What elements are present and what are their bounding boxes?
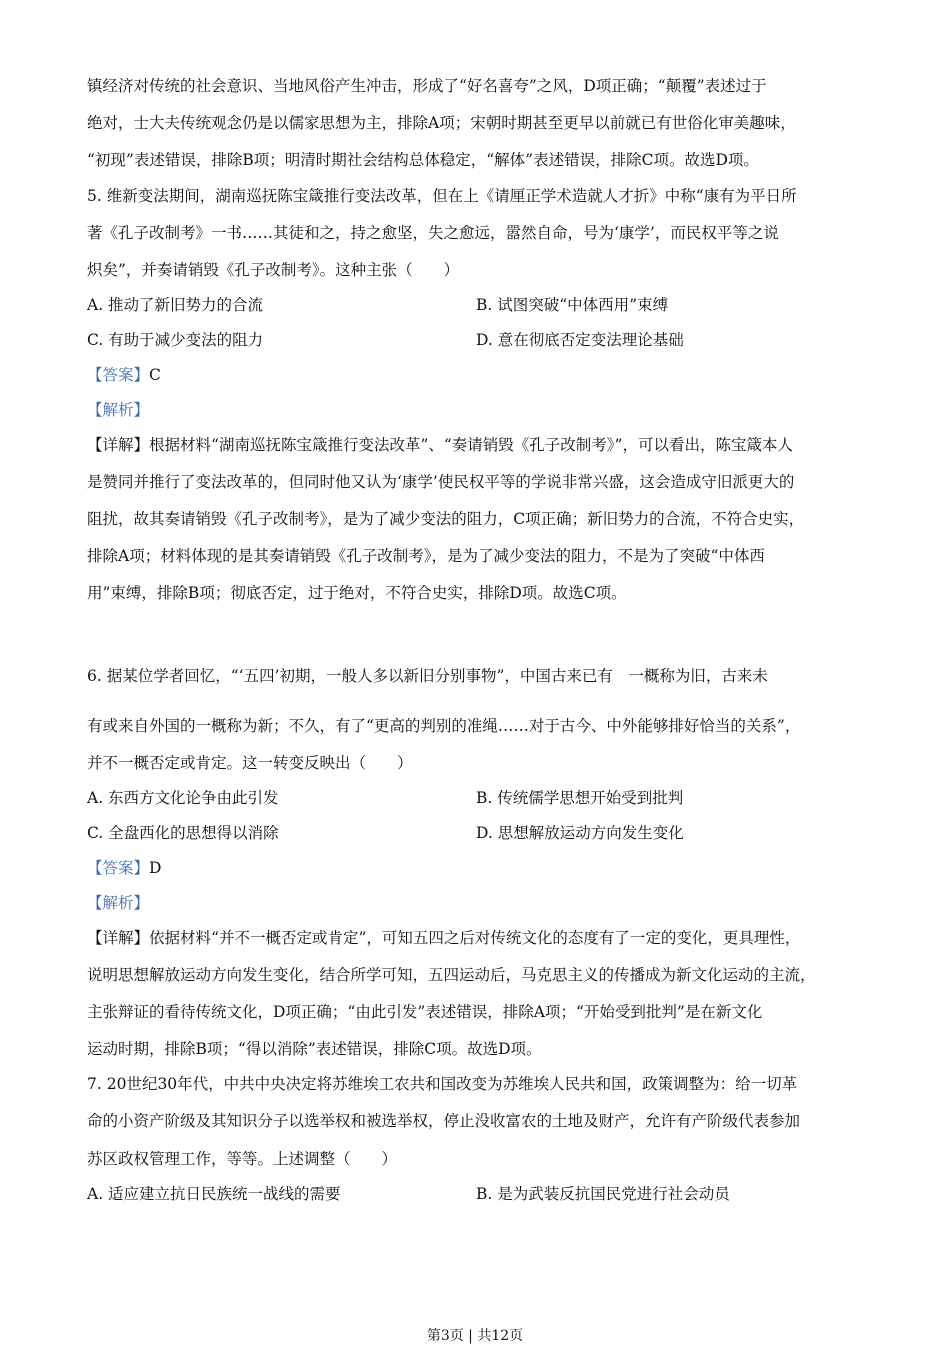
option-a: A. 推动了新旧势力的合流 bbox=[87, 296, 264, 314]
analysis-label: 【解析】 bbox=[87, 894, 150, 912]
option-b: B. 试图突破“中体西用”束缚 bbox=[476, 296, 669, 314]
option-b: B. 是为武装反抗国民党进行社会动员 bbox=[476, 1185, 730, 1203]
answer-line bbox=[87, 365, 161, 385]
question-stem: 5. 维新变法期间，湖南巡抚陈宝箴推行变法改革，但在上《请厘正学术造就人才折》中称“康有为平日所 bbox=[87, 187, 797, 205]
detail-line bbox=[87, 435, 793, 455]
detail-label: 【详解】 bbox=[87, 436, 150, 454]
text-line: 绝对，士大夫传统观念仍是以儒家思想为主，排除A项；宋朝时期甚至更早以前就已有世俗化审美趣味， bbox=[87, 114, 796, 132]
question-stem: 6. 据某位学者回忆，“‘五四’初期，一般人多以新旧分别事物”，中国古来已有 一概称为旧，古来未 bbox=[87, 667, 768, 685]
question-stem: 命的小资产阶级及其知识分子以选举权和被选举权，停止没收富农的土地及财产，允许有产阶级代表参加 bbox=[87, 1112, 801, 1130]
answer-label: 【答案】 bbox=[87, 859, 150, 877]
text-line: “初现”表述错误，排除B项；明清时期社会结构总体稳定，“解体”表述错误，排除C项。故选D项。 bbox=[87, 151, 759, 169]
question-stem: 并不一概否定或肯定。这一转变反映出（ ） bbox=[87, 754, 413, 772]
answer-value: D bbox=[149, 859, 162, 877]
detail-text: 用”束缚，排除B项；彻底否定，过于绝对，不符合史实，排除D项。故选C项。 bbox=[87, 584, 627, 602]
question-stem: 炽矣”，并奏请销毁《孔子改制考》。这种主张（ ） bbox=[87, 261, 460, 279]
detail-text: 说明思想解放运动方向发生变化，结合所学可知，五四运动后，马克思主义的传播成为新文化运动的主流， bbox=[87, 966, 816, 984]
detail-text: 排除A项；材料体现的是其奏请销毁《孔子改制考》，是为了减少变法的阻力，不是为了突破“中体西 bbox=[87, 547, 765, 565]
detail-text: 阻扰，故其奏请销毁《孔子改制考》，是为了减少变法的阻力，C项正确；新旧势力的合流，不符合史实， bbox=[87, 510, 805, 528]
question-stem: 著《孔子改制考》一书……其徒和之，持之愈坚，失之愈远，嚣然自命，号为‘康学’，而民权平等之说 bbox=[87, 224, 779, 242]
option-b: B. 传统儒学思想开始受到批判 bbox=[476, 789, 684, 807]
question-stem: 7. 20世纪30年代，中共中央决定将苏维埃工农共和国改变为苏维埃人民共和国，政策调整为：给一切革 bbox=[87, 1075, 798, 1093]
analysis-label: 【解析】 bbox=[87, 401, 150, 419]
question-stem: 有或来自外国的一概称为新；不久，有了“更高的判别的准绳……对于古今、中外能够排好恰当的关系”， bbox=[87, 717, 801, 735]
option-a: A. 东西方文化论争由此引发 bbox=[87, 789, 279, 807]
option-d: D. 思想解放运动方向发生变化 bbox=[476, 824, 684, 842]
text-line: 镇经济对传统的社会意识、当地风俗产生冲击，形成了“好名喜夸”之风，D项正确；“颠覆”表述过于 bbox=[87, 77, 767, 95]
option-c: C. 有助于减少变法的阻力 bbox=[87, 331, 264, 349]
detail-line bbox=[87, 928, 800, 948]
answer-label: 【答案】 bbox=[87, 366, 150, 384]
detail-text: 运动时期，排除B项；“得以消除”表述错误，排除C项。故选D项。 bbox=[87, 1040, 542, 1058]
detail-text: 依据材料“并不一概否定或肯定”，可知五四之后对传统文化的态度有了一定的变化，更具理性， bbox=[149, 929, 801, 947]
page-footer: 第3页 | 共12页 bbox=[426, 1328, 524, 1344]
option-c: C. 全盘西化的思想得以消除 bbox=[87, 824, 279, 842]
detail-text: 是赞同并推行了变法改革的，但同时他又认为‘康学’使民权平等的学说非常兴盛，这会造成守旧派更大的 bbox=[87, 473, 795, 491]
answer-value: C bbox=[149, 366, 161, 384]
option-a: A. 适应建立抗日民族统一战线的需要 bbox=[87, 1185, 341, 1203]
detail-label: 【详解】 bbox=[87, 929, 150, 947]
detail-text: 根据材料“湖南巡抚陈宝箴推行变法改革”、“奏请销毁《孔子改制考》”，可以看出，陈宝箴本人 bbox=[149, 436, 793, 454]
option-d: D. 意在彻底否定变法理论基础 bbox=[476, 331, 684, 349]
answer-line bbox=[87, 858, 161, 878]
question-stem: 苏区政权管理工作，等等。上述调整（ ） bbox=[87, 1150, 398, 1168]
detail-text: 主张辩证的看待传统文化，D项正确；“由此引发”表述错误，排除A项；“开始受到批判”是在新文化 bbox=[87, 1003, 763, 1021]
